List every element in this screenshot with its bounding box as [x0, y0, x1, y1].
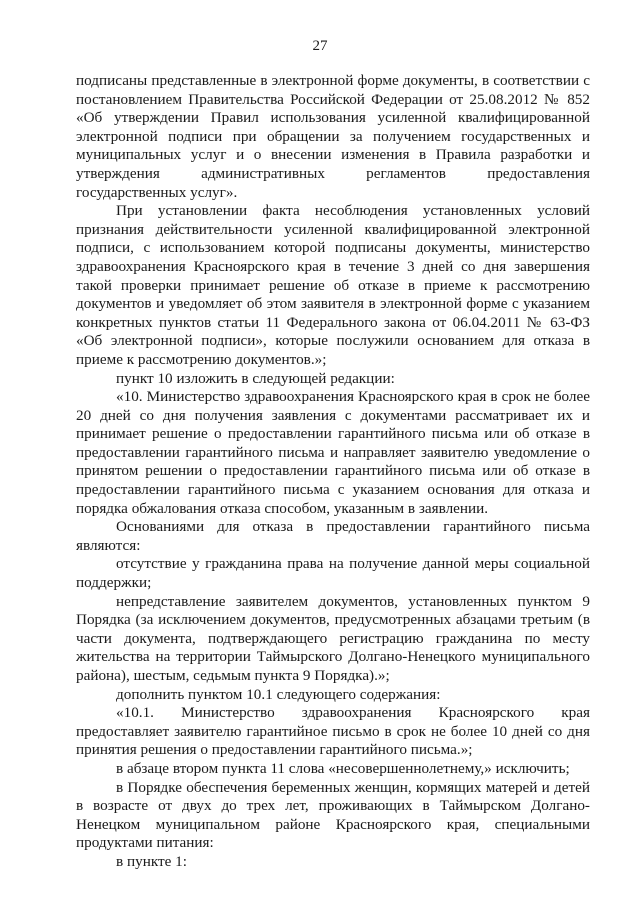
paragraph: Основаниями для отказа в предоставлении гарантийного письма являются: [76, 518, 590, 554]
paragraph: «10. Министерство здравоохранения Красноярского края в срок не более 20 дней со дня получения заявления с документами рассматривает их и принимает решение о предоставлении гарантийного письма или об отказе в предоставлении гарантийного письма и направляет заявителю уведомление о принятом решении о предоставлении гарантийного письма или об отказе в предоставлении гарантийного письма с указанием основания для отказа и порядка обжалования отказа способом, указанным в заявлении. [76, 388, 590, 517]
paragraph: При установлении факта несоблюдения установленных условий признания действительности усиленной квалифицированной электронной подписи, с использованием которой подписаны документы, министерство здравоохранения Красноярского края в течение 3 дней со дня завершения такой проверки принимает решение об отказе в приеме к рассмотрению документов и уведомляет об этом заявителя в электронной форме с указанием конкретных пунктов статьи 11 Федерального закона от 06.04.2011 № 63-ФЗ «Об электронной подписи», которые послужили основанием для отказа в приеме к рассмотрению документов.»; [76, 202, 590, 368]
page-number: 27 [312, 38, 328, 54]
paragraph: в абзаце втором пункта 11 слова «несовершеннолетнему,» исключить; [116, 759, 570, 777]
paragraph: «10.1. Министерство здравоохранения Красноярского края предоставляет заявителю гарантийное письмо в срок не более 10 дней со дня принятия решения о предоставлении гарантийного письма.»; [76, 704, 590, 759]
paragraph: в пункте 1: [116, 852, 187, 870]
paragraph: в Порядке обеспечения беременных женщин, кормящих матерей и детей в возрасте от двух до трех лет, проживающих в Таймырском Долгано-Ненецком муниципальном районе Красноярского края, специальными продуктами питания: [76, 778, 590, 852]
paragraph: отсутствие у гражданина права на получение данной меры социальной поддержки; [76, 555, 590, 592]
paragraph: непредставление заявителем документов, установленных пунктом 9 Порядка (за исключением документов, предусмотренных абзацами третьим (в части документа, подтверждающего регистрацию гражданина по месту жительства на территории Таймырского Долгано-Ненецкого муниципального района), шестым, седьмым пункта 9 Порядка).»; [76, 592, 590, 684]
document-body [76, 72, 590, 872]
paragraph: пункт 10 изложить в следующей редакции: [116, 369, 395, 387]
paragraph: подписаны представленные в электронной форме документы, в соответствии с постановлением Правительства Российской Федерации от 25.08.2012 № 852 «Об утверждении Правил использования усиленной квалифицированной электронной подписи при обращении за получением государственных и муниципальных услуг и о внесении изменения в Правила разработки и утверждения административных регламентов предоставления государственных услуг». [76, 72, 590, 201]
paragraph: дополнить пунктом 10.1 следующего содержания: [116, 685, 441, 703]
